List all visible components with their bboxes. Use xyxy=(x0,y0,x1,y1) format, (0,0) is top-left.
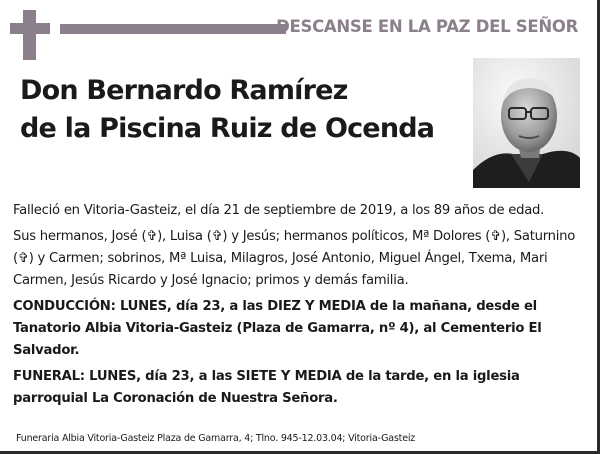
funeral-details: FUNERAL: LUNES, día 23, a las SIETE Y MEDIA de la tarde, en la iglesia parroquial La Coronación de Nuestra Señora. xyxy=(13,369,520,406)
family-list: Sus hermanos, José (✞), Luisa (✞) y Jesús; hermanos políticos, Mª Dolores (✞), Saturnino (✞) y Carmen; sobrinos, Mª Luisa, Milagros, José Antonio, Miguel Ángel, Txema, Mari Carmen, Jesús Ricardo y José Ignacio; primos y demás familia. xyxy=(13,229,576,288)
name-line-1: Don Bernardo Ramírez xyxy=(20,75,348,106)
funeral-home-footer: Funeraria Albia Vitoria-Gasteiz Plaza de Gamarra, 4; Tlno. 945-12.03.04; Vitoria-Gasteiz xyxy=(16,433,416,444)
deceased-name xyxy=(20,72,460,148)
conduccion-details: CONDUCCIÓN: LUNES, día 23, a las DIEZ Y MEDIA de la mañana, desde el Tanatorio Albia Vitoria-Gasteiz (Plaza de Gamarra, nº 4), al Cementerio El Salvador. xyxy=(13,299,542,358)
header-label: DESCANSE EN LA PAZ DEL SEÑOR xyxy=(276,17,578,36)
notice-body xyxy=(13,200,585,414)
portrait-photo xyxy=(473,58,580,188)
header-divider xyxy=(60,24,286,34)
name-line-2: de la Piscina Ruiz de Ocenda xyxy=(20,113,435,144)
death-announcement: Falleció en Vitoria-Gasteiz, el día 21 de septiembre de 2019, a los 89 años de edad. xyxy=(13,203,545,218)
